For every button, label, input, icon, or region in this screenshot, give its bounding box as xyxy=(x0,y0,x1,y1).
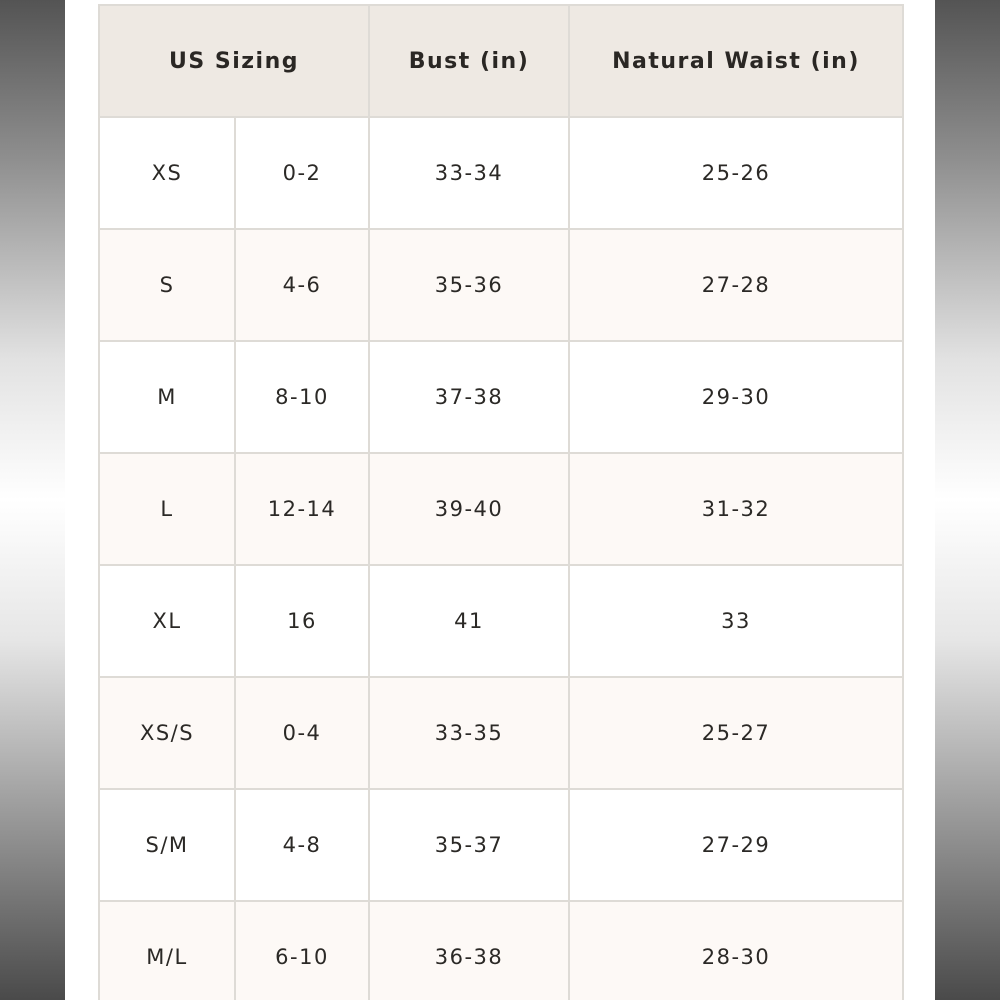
table-header xyxy=(99,5,903,117)
size-label-cell: M xyxy=(99,341,235,453)
us-size-cell: 16 xyxy=(235,565,369,677)
bust-cell: 35-36 xyxy=(369,229,569,341)
table-row xyxy=(99,677,903,789)
table-row xyxy=(99,453,903,565)
waist-cell: 31-32 xyxy=(569,453,903,565)
table-row xyxy=(99,565,903,677)
bust-cell: 37-38 xyxy=(369,341,569,453)
waist-cell: 27-28 xyxy=(569,229,903,341)
right-edge-shadow xyxy=(935,0,1000,1000)
bust-cell: 33-34 xyxy=(369,117,569,229)
us-size-cell: 0-2 xyxy=(235,117,369,229)
table-row xyxy=(99,341,903,453)
size-label-cell: L xyxy=(99,453,235,565)
size-chart-table xyxy=(98,4,904,1000)
bust-cell: 39-40 xyxy=(369,453,569,565)
size-label-cell: S/M xyxy=(99,789,235,901)
header-bust: Bust (in) xyxy=(369,5,569,117)
bust-cell: 35-37 xyxy=(369,789,569,901)
left-edge-shadow xyxy=(0,0,65,1000)
size-label-cell: XS xyxy=(99,117,235,229)
table-row xyxy=(99,117,903,229)
bust-cell: 33-35 xyxy=(369,677,569,789)
size-label-cell: XL xyxy=(99,565,235,677)
us-size-cell: 6-10 xyxy=(235,901,369,1000)
us-size-cell: 4-8 xyxy=(235,789,369,901)
bust-cell: 41 xyxy=(369,565,569,677)
waist-cell: 28-30 xyxy=(569,901,903,1000)
us-size-cell: 8-10 xyxy=(235,341,369,453)
waist-cell: 33 xyxy=(569,565,903,677)
header-natural-waist: Natural Waist (in) xyxy=(569,5,903,117)
waist-cell: 25-26 xyxy=(569,117,903,229)
us-size-cell: 12-14 xyxy=(235,453,369,565)
bust-cell: 36-38 xyxy=(369,901,569,1000)
waist-cell: 29-30 xyxy=(569,341,903,453)
size-label-cell: S xyxy=(99,229,235,341)
size-label-cell: XS/S xyxy=(99,677,235,789)
us-size-cell: 4-6 xyxy=(235,229,369,341)
size-label-cell: M/L xyxy=(99,901,235,1000)
waist-cell: 25-27 xyxy=(569,677,903,789)
header-us-sizing: US Sizing xyxy=(99,5,369,117)
size-chart-sheet xyxy=(65,0,935,1000)
table-row xyxy=(99,901,903,1000)
header-row xyxy=(99,5,903,117)
table-row xyxy=(99,789,903,901)
us-size-cell: 0-4 xyxy=(235,677,369,789)
table-row xyxy=(99,229,903,341)
waist-cell: 27-29 xyxy=(569,789,903,901)
table-body xyxy=(99,117,903,1000)
